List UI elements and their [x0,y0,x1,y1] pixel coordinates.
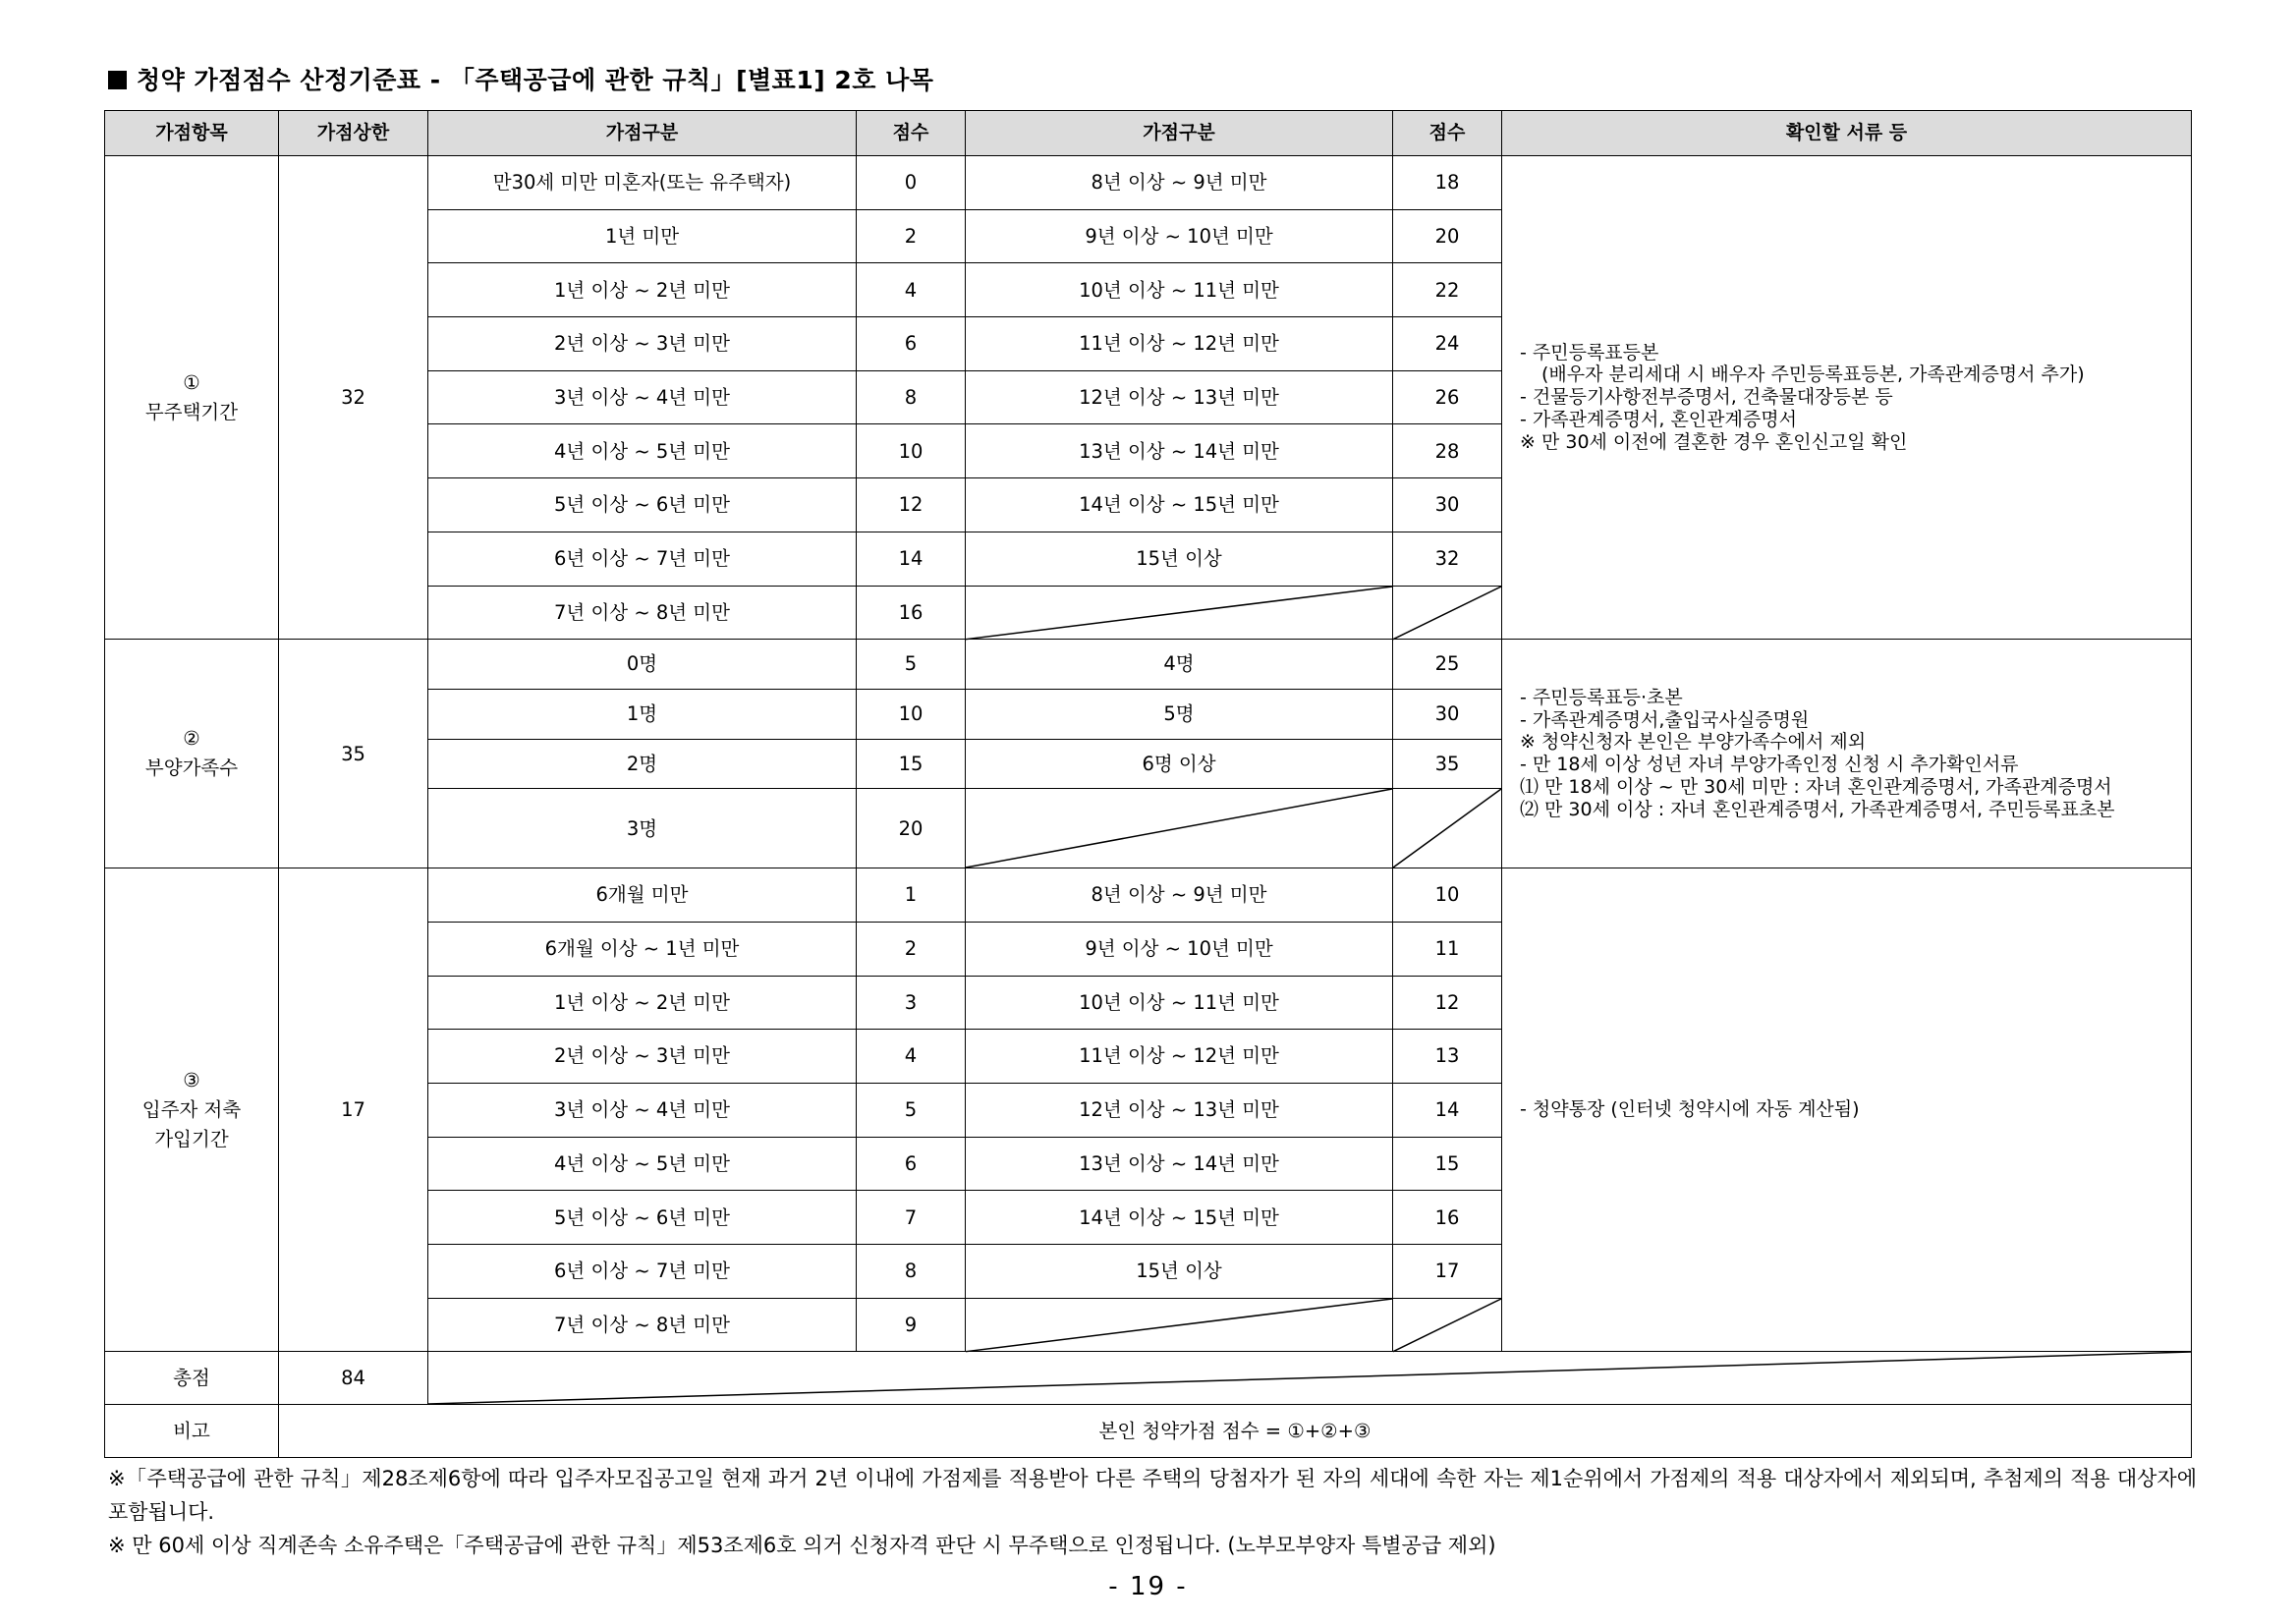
score-cell: 15 [857,739,966,789]
criteria-cell: 5년 이상 ~ 6년 미만 [428,1191,857,1245]
table-row [105,868,2192,923]
score-cell: 20 [1393,209,1502,263]
header-criteria-2: 가점구분 [966,111,1393,156]
score-cell: 10 [857,424,966,478]
criteria-cell: 4명 [966,640,1393,690]
docs-cell [1502,156,2192,640]
criteria-cell: 8년 이상 ~ 9년 미만 [966,156,1393,210]
score-cell: 15 [1393,1137,1502,1191]
doc-line: ⑴ 만 18세 이상 ~ 만 30세 미만 : 자녀 혼인관계증명서, 가족관계증명서 [1520,776,2112,799]
empty-diagonal-cell [1393,789,1502,868]
category-number: ① [183,370,200,394]
criteria-cell: 7년 이상 ~ 8년 미만 [428,586,857,640]
empty-diagonal-cell [1393,586,1502,640]
page-title [108,61,933,96]
score-cell: 18 [1393,156,1502,210]
score-cell: 30 [1393,478,1502,532]
empty-diagonal-cell [428,1352,2192,1405]
score-cell: 1 [857,868,966,923]
score-cell: 20 [857,789,966,868]
criteria-cell: 6명 이상 [966,739,1393,789]
note-label: 비고 [105,1405,279,1458]
criteria-cell: 6년 이상 ~ 7년 미만 [428,1245,857,1299]
header-max: 가점상한 [279,111,428,156]
empty-diagonal-cell [1393,1298,1502,1352]
footnotes [108,1462,2197,1562]
score-cell: 22 [1393,263,1502,317]
header-score-2: 점수 [1393,111,1502,156]
score-table [104,110,2192,1458]
criteria-cell: 8년 이상 ~ 9년 미만 [966,868,1393,923]
table-row [105,640,2192,690]
doc-line: ⑵ 만 30세 이상 : 자녀 혼인관계증명서, 가족관계증명서, 주민등록표초본 [1520,798,2115,820]
category-number: ② [183,727,200,751]
criteria-cell: 10년 이상 ~ 11년 미만 [966,263,1393,317]
header-score-1: 점수 [857,111,966,156]
total-value: 84 [279,1352,428,1405]
footnote: ※「주택공급에 관한 규칙」제28조제6항에 따라 입주자모집공고일 현재 과거 2년 이내에 가점제를 적용받아 다른 주택의 당첨자가 된 자의 세대에 속한 자는 제1순위에서 가점제의 적용 대상자에서 제외되며, 추첨제의 적용 대상자에 포함됩니다. [108,1467,2197,1524]
empty-diagonal-cell [966,1298,1393,1352]
category-max: 17 [279,868,428,1352]
score-cell: 32 [1393,532,1502,586]
score-cell: 28 [1393,424,1502,478]
criteria-cell: 12년 이상 ~ 13년 미만 [966,1084,1393,1138]
score-cell: 17 [1393,1245,1502,1299]
category-name: 무주택기간 [144,400,239,423]
criteria-cell: 15년 이상 [966,532,1393,586]
score-cell: 2 [857,209,966,263]
score-cell: 10 [857,689,966,739]
score-cell: 4 [857,263,966,317]
square-bullet-icon [108,71,127,89]
criteria-cell: 14년 이상 ~ 15년 미만 [966,478,1393,532]
doc-line: ※ 청약신청자 본인은 부양가족수에서 제외 [1520,731,1867,754]
empty-diagonal-cell [966,586,1393,640]
score-cell: 16 [857,586,966,640]
score-cell: 16 [1393,1191,1502,1245]
score-cell: 5 [857,1084,966,1138]
criteria-cell: 9년 이상 ~ 10년 미만 [966,209,1393,263]
criteria-cell: 4년 이상 ~ 5년 미만 [428,424,857,478]
category-max: 35 [279,640,428,868]
score-cell: 8 [857,370,966,424]
criteria-cell: 만30세 미만 미혼자(또는 유주택자) [428,156,857,210]
criteria-cell: 6개월 이상 ~ 1년 미만 [428,922,857,976]
doc-line: - 가족관계증명서,출입국사실증명원 [1520,708,1810,731]
criteria-cell: 3명 [428,789,857,868]
criteria-cell: 1년 미만 [428,209,857,263]
criteria-cell: 3년 이상 ~ 4년 미만 [428,370,857,424]
score-cell: 0 [857,156,966,210]
criteria-cell: 6년 이상 ~ 7년 미만 [428,532,857,586]
category-name: 부양가족수 [144,756,239,780]
criteria-cell: 13년 이상 ~ 14년 미만 [966,424,1393,478]
header-category: 가점항목 [105,111,279,156]
score-cell: 3 [857,976,966,1030]
score-cell: 14 [857,532,966,586]
criteria-cell: 0명 [428,640,857,690]
score-cell: 30 [1393,689,1502,739]
score-cell: 35 [1393,739,1502,789]
page-number: - 19 - [1108,1572,1188,1601]
criteria-cell: 2년 이상 ~ 3년 미만 [428,1030,857,1084]
score-cell: 9 [857,1298,966,1352]
category-number: ③ [183,1068,200,1092]
doc-line: - 청약통장 (인터넷 청약시에 자동 계산됨) [1520,1098,1860,1121]
footnote: ※ 만 60세 이상 직계존속 소유주택은「주택공급에 관한 규칙」제53조제6호 의거 신청자격 판단 시 무주택으로 인정됩니다. (노부모부양자 특별공급 제외) [108,1534,1496,1557]
score-cell: 11 [1393,922,1502,976]
criteria-cell: 12년 이상 ~ 13년 미만 [966,370,1393,424]
empty-diagonal-cell [966,789,1393,868]
score-cell: 14 [1393,1084,1502,1138]
doc-line: - 만 18세 이상 성년 자녀 부양가족인정 신청 시 추가확인서류 [1520,754,2019,776]
header-docs: 확인할 서류 등 [1502,111,2192,156]
criteria-cell: 14년 이상 ~ 15년 미만 [966,1191,1393,1245]
score-cell: 2 [857,922,966,976]
score-cell: 6 [857,317,966,371]
doc-line: - 주민등록표등본 [1520,341,1659,364]
category-savings-period [105,868,279,1352]
score-cell: 12 [1393,976,1502,1030]
criteria-cell: 10년 이상 ~ 11년 미만 [966,976,1393,1030]
header-criteria-1: 가점구분 [428,111,857,156]
criteria-cell: 13년 이상 ~ 14년 미만 [966,1137,1393,1191]
criteria-cell: 11년 이상 ~ 12년 미만 [966,317,1393,371]
criteria-cell: 6개월 미만 [428,868,857,923]
criteria-cell: 2년 이상 ~ 3년 미만 [428,317,857,371]
score-cell: 25 [1393,640,1502,690]
header-row [105,111,2192,156]
criteria-cell: 5명 [966,689,1393,739]
criteria-cell: 2명 [428,739,857,789]
total-row [105,1352,2192,1405]
doc-line: - 가족관계증명서, 혼인관계증명서 [1520,408,1797,430]
criteria-cell: 4년 이상 ~ 5년 미만 [428,1137,857,1191]
docs-cell [1502,640,2192,868]
category-name: 입주자 저축 [141,1097,242,1121]
score-cell: 10 [1393,868,1502,923]
score-cell: 8 [857,1245,966,1299]
criteria-cell: 11년 이상 ~ 12년 미만 [966,1030,1393,1084]
doc-line: - 주민등록표등·초본 [1520,686,1683,708]
criteria-cell: 9년 이상 ~ 10년 미만 [966,922,1393,976]
note-row [105,1405,2192,1458]
score-cell: 12 [857,478,966,532]
note-value: 본인 청약가점 점수 = ①+②+③ [279,1405,2192,1458]
doc-line: ※ 만 30세 이전에 결혼한 경우 혼인신고일 확인 [1520,430,1908,453]
category-max: 32 [279,156,428,640]
score-cell: 6 [857,1137,966,1191]
score-cell: 4 [857,1030,966,1084]
title-text: 청약 가점점수 산정기준표 - 「주택공급에 관한 규칙」[별표1] 2호 나목 [137,66,934,94]
total-label: 총점 [105,1352,279,1405]
criteria-cell: 15년 이상 [966,1245,1393,1299]
score-cell: 26 [1393,370,1502,424]
criteria-cell: 1명 [428,689,857,739]
category-homeless-period [105,156,279,640]
criteria-cell: 7년 이상 ~ 8년 미만 [428,1298,857,1352]
score-cell: 13 [1393,1030,1502,1084]
score-cell: 5 [857,640,966,690]
category-dependents [105,640,279,868]
table-row [105,156,2192,210]
score-cell: 24 [1393,317,1502,371]
criteria-cell: 1년 이상 ~ 2년 미만 [428,976,857,1030]
criteria-cell: 1년 이상 ~ 2년 미만 [428,263,857,317]
criteria-cell: 5년 이상 ~ 6년 미만 [428,478,857,532]
doc-line: (배우자 분리세대 시 배우자 주민등록표등본, 가족관계증명서 추가) [1541,364,2085,386]
category-name: 가입기간 [154,1127,229,1150]
score-cell: 7 [857,1191,966,1245]
criteria-cell: 3년 이상 ~ 4년 미만 [428,1084,857,1138]
doc-line: - 건물등기사항전부증명서, 건축물대장등본 등 [1520,386,1893,409]
docs-cell [1502,868,2192,1352]
